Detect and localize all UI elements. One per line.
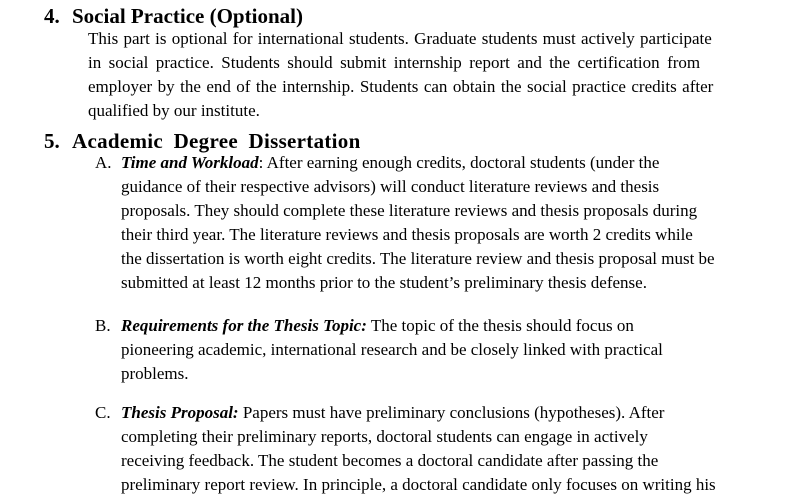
list-item-first-line (95, 314, 795, 338)
section-4-heading (44, 2, 303, 30)
list-item-c (95, 401, 795, 495)
section-5-number: 5. (44, 129, 60, 153)
list-item-line: guidance of their respective advisors) will conduct literature reviews and thesis (121, 177, 660, 196)
section-4-number: 4. (44, 4, 60, 28)
list-item-line: submitted at least 12 months prior to the student’s preliminary thesis defense. (121, 273, 647, 292)
section-5-title: Academic Degree Dissertation (72, 129, 361, 153)
list-item-line: proposals. They should complete these literature reviews and thesis proposals during (121, 201, 698, 220)
paragraph-line: in social practice. Students should submit internship report and the certification from (88, 53, 701, 72)
list-item-a-lead: Time and Workload (121, 153, 259, 172)
list-item-a-separator: : (258, 153, 264, 172)
list-item-line: problems. (121, 364, 189, 383)
list-marker-b: B. (95, 316, 111, 335)
list-item-line: the dissertation is worth eight credits. The literature review and thesis proposal must be (121, 249, 715, 268)
list-item-a (95, 151, 795, 295)
list-item-b-text: The topic of the thesis should focus on (366, 316, 634, 335)
list-item-b-lead: Requirements for the Thesis Topic: (121, 316, 367, 335)
paragraph-line: employer by the end of the internship. Students can obtain the social practice credits after (88, 77, 714, 96)
list-item-line: pioneering academic, international research and be closely linked with practical (121, 340, 663, 359)
list-item-c-text: Papers must have preliminary conclusions (hypotheses). After (238, 403, 665, 422)
list-marker-c: C. (95, 403, 111, 422)
list-marker-a: A. (95, 153, 112, 172)
list-item-first-line (95, 151, 795, 175)
paragraph-line: qualified by our institute. (88, 101, 260, 120)
list-item-line: preliminary report review. In principle, a doctoral candidate only focuses on writing his (121, 475, 716, 494)
list-item-c-lead: Thesis Proposal: (121, 403, 239, 422)
list-item-line: completing their preliminary reports, doctoral students can engage in actively (121, 427, 648, 446)
section-4-paragraph (88, 27, 788, 123)
section-4-title: Social Practice (Optional) (72, 4, 303, 28)
paragraph-line: This part is optional for international students. Graduate students must actively participate (88, 29, 712, 48)
list-item-line: receiving feedback. The student becomes a doctoral candidate after passing the (121, 451, 659, 470)
list-item-a-text: After earning enough credits, doctoral students (under the (263, 153, 660, 172)
list-item-line: their third year. The literature reviews and thesis proposals are worth 2 credits while (121, 225, 693, 244)
list-item-first-line (95, 401, 795, 425)
list-item-b (95, 314, 795, 386)
